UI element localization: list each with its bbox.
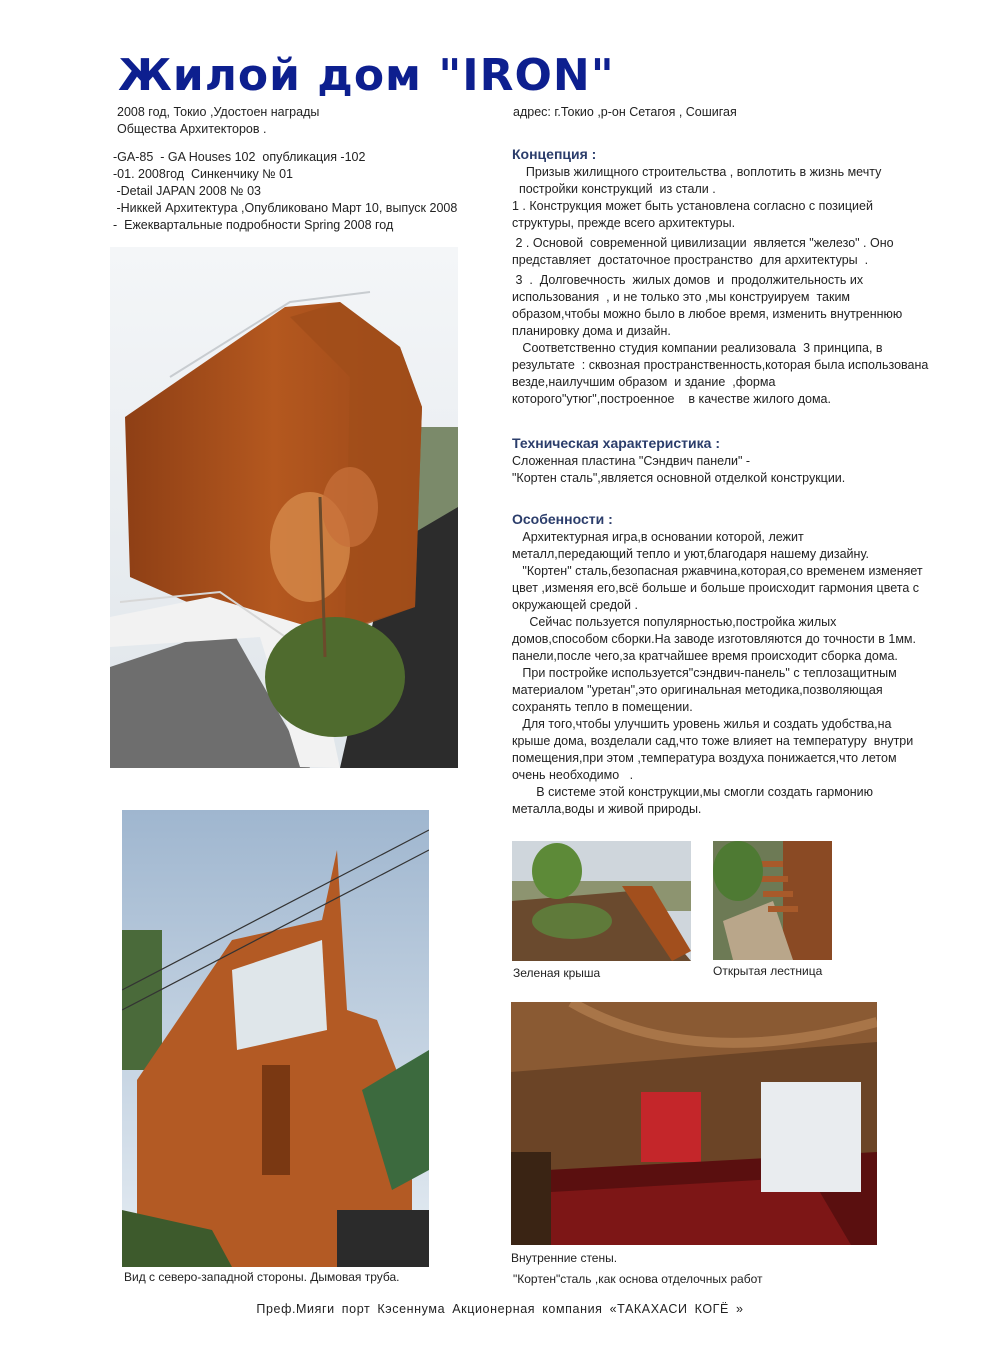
address: адрес: г.Токио ,р-он Сетагоя , Сошигая [513,105,737,119]
publication-item: -01. 2008год Синкенчику № 01 [113,167,294,181]
concept-heading: Концепция : [512,146,597,162]
publication-item: -Detail JAPAN 2008 № 03 [113,184,261,198]
features-line: крыше дома, возделали сад,что тоже влияет на температуру внутри [512,734,914,748]
publications-list [113,149,457,234]
concept-line: структуры, прежде всего архитектуры. [512,216,736,230]
concept-line: 3 . Долговечность жилых домов и продолжительность их [512,273,864,287]
features-line: Архитектурная игра,в основании которой, лежит [512,530,804,544]
concept-line: Призыв жилищного строительства , воплотить в жизнь мечту [512,165,882,179]
features-line: сохранять тепло в помещении. [512,700,693,714]
features-body [512,529,952,818]
features-line: домов,способом сборки.На заводе изготовляются до точности в 1мм. [512,632,916,646]
features-line: В системе этой конструкции,мы смогли создать гармонию [512,785,874,799]
award-line: Общества Архитекторов . [117,122,267,136]
features-line: Для того,чтобы улучшить уровень жилья и создать удобства,на [512,717,892,731]
concept-line: Соответственно студия компании реализовала 3 принципа, в [512,341,883,355]
features-line: При постройке используется"сэндвич-панель" с теплозащитным [512,666,897,680]
features-line: окружающей средой . [512,598,638,612]
photo-open-stairs [713,841,832,960]
caption-northwest: Вид с северо-западной стороны. Дымовая труба. [124,1270,400,1284]
features-line: очень необходимо . [512,768,634,782]
features-section [512,511,952,818]
award-block [117,104,319,138]
page-title: Жилой дом "IRON" [118,50,615,101]
concept-line: постройки конструкций из стали . [512,182,716,196]
tech-section [512,435,952,487]
concept-line: везде,наилучшим образом и здание ,форма [512,375,776,389]
caption-open-stairs: Открытая лестница [713,964,823,978]
features-line: панели,после чего,за кратчайшее время происходит сборка дома. [512,649,898,663]
concept-section [512,146,952,408]
photo-house-exterior [110,247,458,768]
photo-green-roof [512,841,691,961]
concept-line: результате : сквозная пространственность,которая была использована [512,358,929,372]
features-line: Сейчас пользуется популярностью,постройка жилых [512,615,837,629]
concept-line: использования , и не только это ,мы конструируем таким [512,290,851,304]
tech-body [512,453,952,487]
features-line: цвет ,изменяя его,всё больше и больше происходит гармония цвета с [512,581,920,595]
award-line: 2008 год, Токио ,Удостоен награды [117,105,320,119]
publication-item: -Никкей Архитектура ,Опубликовано Март 10, выпуск 2008 [113,201,458,215]
photo-northwest-view [122,810,429,1267]
tech-heading: Техническая характеристика : [512,435,720,451]
tech-line: Сложенная пластина "Сэндвич панели" - [512,454,751,468]
concept-line: планировку дома и дизайн. [512,324,671,338]
concept-line: представляет достаточное пространство для архитектуры . [512,253,869,267]
footer-company: Преф.Мияги порт Кэсеннума Акционерная компания «ТАКАХАСИ КОГЁ » [256,1302,744,1316]
features-line: "Кортен" сталь,безопасная ржавчина,которая,со временем изменяет [512,564,923,578]
concept-line: которого"утюг",построенное в качестве жилого дома. [512,392,831,406]
caption-corten-finish: "Кортен"сталь ,как основа отделочных работ [513,1272,763,1286]
features-line: металла,воды и живой природы. [512,802,702,816]
tech-line: "Кортен сталь",является основной отделкой конструкции. [512,471,846,485]
caption-green-roof: Зеленая крыша [513,966,601,980]
features-heading: Особенности : [512,511,613,527]
caption-interior-walls: Внутренние стены. [511,1251,618,1265]
features-line: материалом "уретан",это оригинальная методика,позволяющая [512,683,883,697]
concept-line: образом,чтобы можно было в любое время, изменить внутреннюю [512,307,903,321]
publication-item: - Ежеквартальные подробности Spring 2008 год [113,218,394,232]
concept-line: 2 . Основой современной цивилизации является "железо" . Оно [512,236,894,250]
publication-item: -GA-85 - GA Houses 102 опубликация -102 [113,150,366,164]
photo-interior [511,1002,877,1245]
concept-body [512,164,952,408]
features-line: металл,передающий тепло и уют,благодаря нашему дизайну. [512,547,869,561]
concept-line: 1 . Конструкция может быть установлена согласно с позицией [512,199,873,213]
features-line: помещения,при этом ,температура воздуха понижается,что летом [512,751,897,765]
